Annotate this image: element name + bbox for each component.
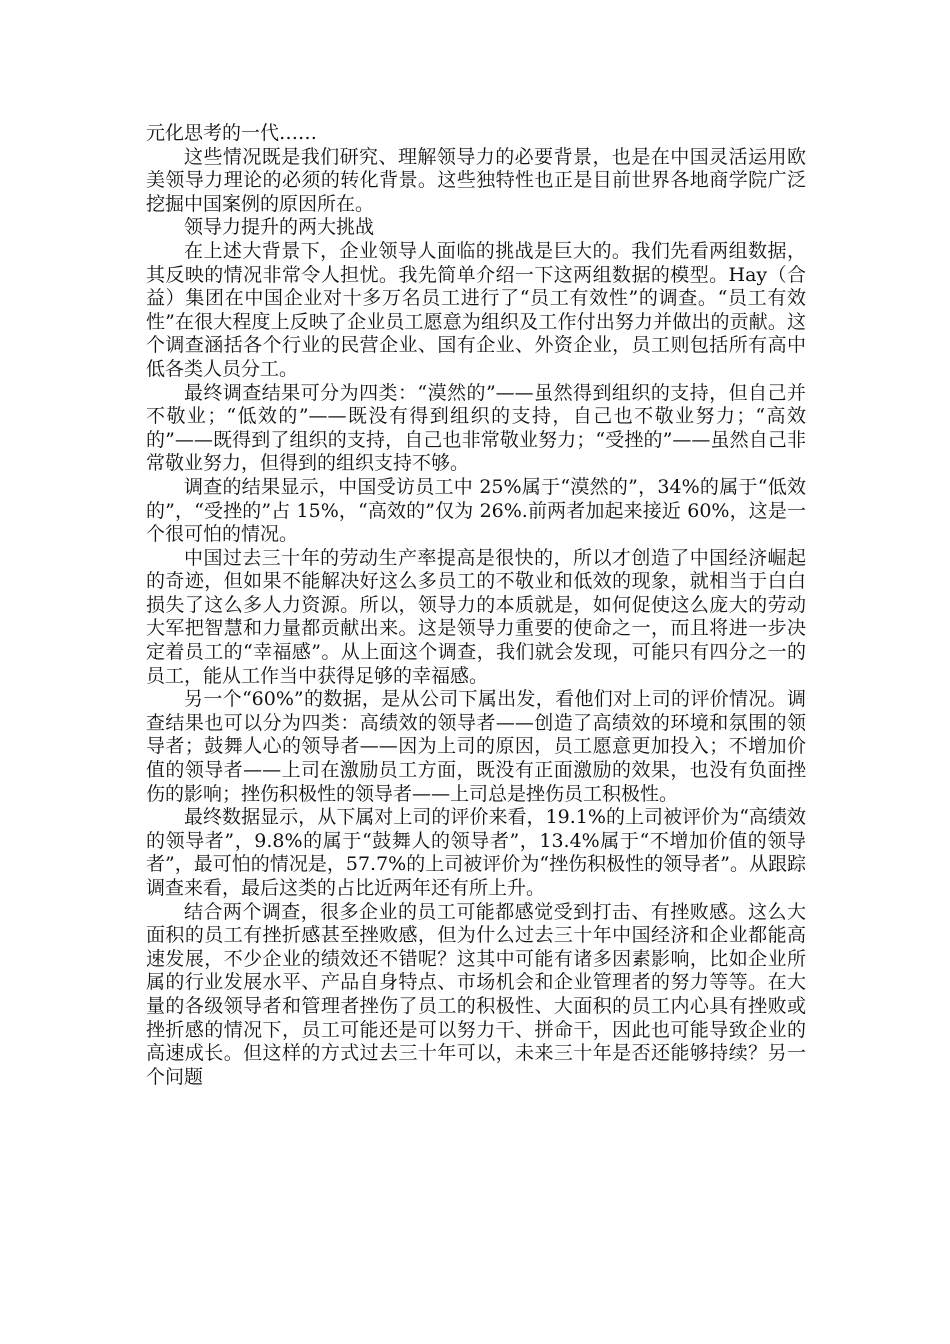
document-body [146, 122, 806, 1089]
paragraph-conclusion: 结合两个调查，很多企业的员工可能都感觉受到打击、有挫败感。这么大面积的员工有挫折感甚至挫败感，但为什么过去三十年中国经济和企业都能高速发展，不少企业的绩效还不错呢？这其中可能有诸多因素影响，比如企业所属的行业发展水平、产品自身特点、市场机会和企业管理者的努力等等。在大量的各级领导者和管理者挫伤了员工的积极性、大面积的员工内心具有挫败或挫折感的情况下，员工可能还是可以努力干、拼命干，因此也可能导致企业的高速成长。但这样的方式过去三十年可以，未来三十年是否还能够持续？另一个问题 [146, 900, 806, 1088]
paragraph-productivity: 中国过去三十年的劳动生产率提高是很快的，所以才创造了中国经济崛起的奇迹，但如果不能解决好这么多员工的不敬业和低效的现象，就相当于白白损失了这么多人力资源。所以，领导力的本质就是，如何促使这么庞大的劳动大军把智慧和力量都贡献出来。这是领导力重要的使命之一，而且将进一步决定着员工的“幸福感”。从上面这个调查，我们就会发现，可能只有四分之一的员工，能从工作当中获得足够的幸福感。 [146, 546, 806, 687]
paragraph-continuation: 元化思考的一代…… [146, 122, 318, 144]
paragraph-background: 这些情况既是我们研究、理解领导力的必要背景，也是在中国灵活运用欧美领导力理论的必须的转化背景。这些独特性也正是目前世界各地商学院广泛挖掘中国案例的原因所在。 [146, 145, 806, 215]
paragraph-four-types: 最终调查结果可分为四类：“漠然的”——虽然得到组织的支持，但自己并不敬业；“低效的”——既没有得到组织的支持，自己也不敬业努力；“高效的”——既得到了组织的支持，自己也非常敬业努力；“受挫的”——虽然自己非常敬业努力，但得到的组织支持不够。 [146, 381, 806, 475]
paragraph-leader-results: 最终数据显示，从下属对上司的评价来看，19.1%的上司被评价为“高绩效的领导者”，9.8%的属于“鼓舞人的领导者”，13.4%属于“不增加价值的领导者”，最可怕的情况是，57.7%的上司被评价为“挫伤积极性的领导者”。从跟踪调查来看，最后这类的占比近两年还有所上升。 [146, 806, 806, 899]
section-heading: 领导力提升的两大挑战 [184, 216, 375, 239]
paragraph-leader-evaluation: 另一个“60%”的数据，是从公司下属出发，看他们对上司的评价情况。调查结果也可以分为四类：高绩效的领导者——创造了高绩效的环境和氛围的领导者；鼓舞人心的领导者——因为上司的原因，员工愿意更加投入；不增加价值的领导者——上司在激励员工方面，既没有正面激励的效果，也没有负面挫伤的影响；挫伤积极性的领导者——上司总是挫伤员工积极性。 [146, 688, 806, 805]
paragraph-survey-results: 调查的结果显示，中国受访员工中 25%属于“漠然的”，34%的属于“低效的”，“受挫的”占 15%，“高效的”仅为 26%.前两者加起来接近 60%，这是一个很可怕的情况。 [146, 475, 806, 546]
paragraph-survey-intro: 在上述大背景下，企业领导人面临的挑战是巨大的。我们先看两组数据，其反映的情况非常令人担忧。我先简单介绍一下这两组数据的模型。Hay（合益）集团在中国企业对十多万名员工进行了“员工有效性”的调查。“员工有效性”在很大程度上反映了企业员工愿意为组织及工作付出努力并做出的贡献。这个调查涵括各个行业的民营企业、国有企业、外资企业，员工则包括所有高中低各类人员分工。 [146, 239, 806, 380]
